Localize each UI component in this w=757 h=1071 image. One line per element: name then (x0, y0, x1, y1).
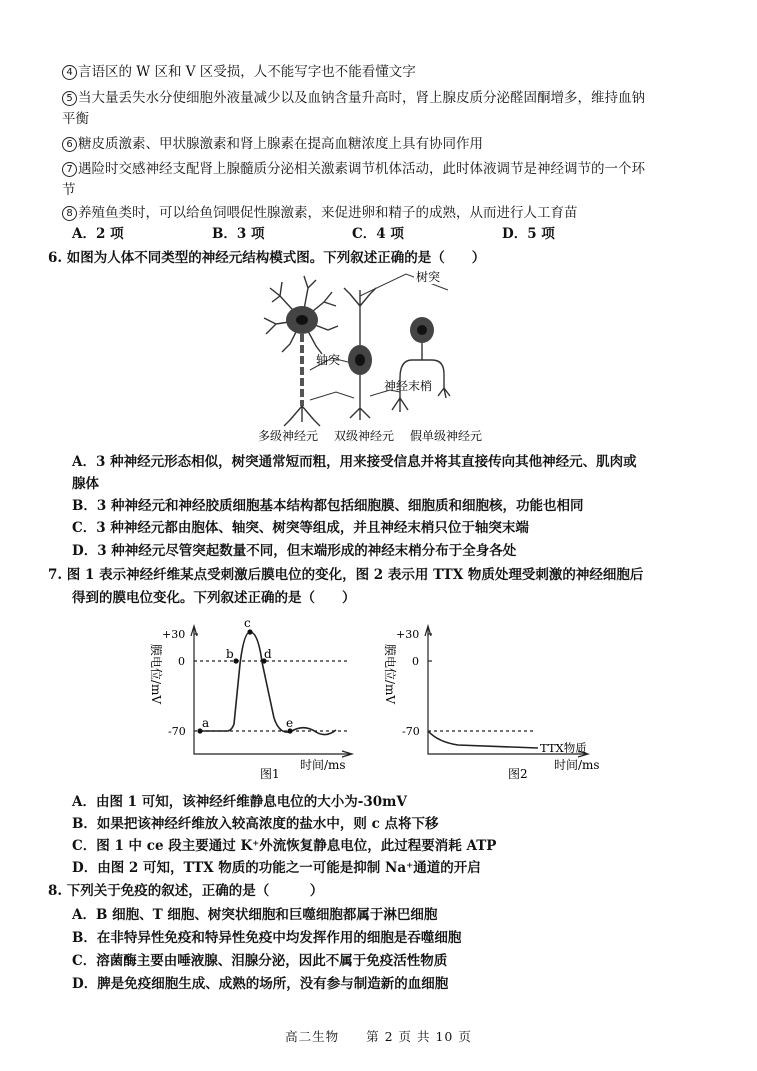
figure-2-chart (374, 614, 614, 784)
item-text: 糖皮质激素、甲状腺激素和肾上腺素在提高血糖浓度上具有协同作用 (78, 136, 483, 152)
ttx-curve-label: TTX物质 (540, 741, 587, 755)
q8-option-c: C．溶菌酶主要由唾液腺、泪腺分泌，因此不属于免疫活性物质 (72, 953, 448, 969)
tick-minus70: -70 (168, 725, 186, 738)
q6-option-d: D．3 种神经元尽管突起数量不同，但末端形成的神经末梢分布于全身各处 (72, 543, 517, 559)
option-a: A．2 项 (72, 226, 124, 242)
figure-2-caption: 图2 (508, 767, 528, 781)
circled-number: 8 (62, 206, 77, 221)
item-7 (62, 159, 645, 179)
item-4 (62, 62, 416, 82)
q8-option-b: B．在非特异性免疫和特异性免疫中均发挥作用的细胞是吞噬细胞 (72, 930, 462, 946)
item-text: 言语区的 W 区和 V 区受损，人不能写字也不能看懂文字 (78, 64, 416, 80)
figure-1-caption: 图1 (260, 767, 280, 781)
y-axis-label: 膜电位/mV (149, 644, 163, 705)
point-b: b (226, 647, 234, 661)
q6-option-c: C．3 种神经元都由胞体、轴突、树突等组成，并且神经末梢只位于轴突末端 (72, 520, 529, 536)
item-5 (62, 88, 645, 108)
circled-number: 5 (62, 91, 77, 106)
option-c: C．4 项 (352, 226, 404, 242)
item-8 (62, 203, 578, 223)
option-b: B．3 项 (212, 226, 265, 242)
q7-option-b: B．如果把该神经纤维放入较高浓度的盐水中，则 c 点将下移 (72, 816, 439, 832)
label-dendrite: 树突 (416, 270, 441, 284)
tick-plus30: +30 (396, 628, 420, 641)
q7-option-a: A．由图 1 可知，该神经纤维静息电位的大小为-30mV (72, 794, 407, 810)
item-text: 当大量丢失水分使细胞外液量减少以及血钠含量升高时，肾上腺皮质分泌醛固酮增多，维持血钠 (78, 90, 645, 106)
circled-number: 7 (62, 162, 77, 177)
item-5-cont: 平衡 (62, 111, 89, 127)
page-footer: 高二生物 第 2 页 共 10 页 (285, 1029, 472, 1044)
figure-1-chart (140, 614, 360, 784)
q8-stem: 8. 下列关于免疫的叙述，正确的是（ ） (48, 883, 324, 899)
q7-option-d: D．由图 2 可知，TTX 物质的功能之一可能是抑制 Na⁺通道的开启 (72, 860, 481, 876)
q6-option-a: A．3 种神经元形态相似，树突通常短而粗，用来接受信息并将其直接传向其他神经元、肌肉或 (72, 454, 637, 470)
x-axis-label: 时间/ms (300, 758, 346, 772)
q7-option-c: C．图 1 中 ce 段主要通过 K⁺外流恢复静息电位，此过程要消耗 ATP (72, 838, 497, 854)
item-6 (62, 134, 483, 154)
point-e: e (286, 716, 294, 730)
tick-plus30: +30 (162, 628, 186, 641)
q7-stem: 7. 图 1 表示神经纤维某点受刺激后膜电位的变化，图 2 表示用 TTX 物质处理受刺激的神经细胞后 (48, 567, 644, 583)
item-7-cont: 节 (62, 182, 76, 198)
caption-bipolar: 双级神经元 (334, 429, 395, 443)
caption-multipolar: 多级神经元 (258, 429, 319, 443)
label-nerve-ending: 神经末梢 (384, 379, 433, 393)
q8-option-d: D．脾是免疫细胞生成、成熟的场所，没有参与制造新的血细胞 (72, 976, 449, 992)
point-d: d (264, 647, 272, 661)
q8-option-a: A．B 细胞、T 细胞、树突状细胞和巨噬细胞都属于淋巴细胞 (72, 907, 438, 923)
label-axon: 轴突 (316, 353, 341, 367)
option-d: D．5 项 (502, 226, 555, 242)
item-text: 养殖鱼类时，可以给鱼饲喂促性腺激素，来促进卵和精子的成熟，从而进行人工育苗 (78, 205, 578, 221)
tick-minus70: -70 (402, 725, 420, 738)
neuron-figure (250, 268, 510, 446)
q6-option-a-cont: 腺体 (72, 476, 99, 492)
q7-stem-cont: 得到的膜电位变化。下列叙述正确的是（ ） (72, 590, 356, 606)
x-axis-label: 时间/ms (554, 758, 600, 772)
circled-number: 4 (62, 65, 77, 80)
circled-number: 6 (62, 137, 77, 152)
tick-0: 0 (412, 655, 419, 668)
point-a: a (202, 716, 210, 730)
q6-stem: 6. 如图为人体不同类型的神经元结构模式图。下列叙述正确的是（ ） (48, 250, 486, 266)
q6-option-b: B．3 种神经元和神经胶质细胞基本结构都包括细胞膜、细胞质和细胞核，功能也相同 (72, 498, 584, 514)
ttx-curve (428, 731, 538, 748)
caption-pseudounipolar: 假单级神经元 (410, 429, 483, 443)
item-text: 遇险时交感神经支配肾上腺髓质分泌相关激素调节机体活动，此时体液调节是神经调节的一个环 (78, 161, 645, 177)
point-c: c (244, 616, 251, 630)
tick-0: 0 (178, 655, 185, 668)
y-axis-label: 膜电位/mV (383, 644, 397, 705)
